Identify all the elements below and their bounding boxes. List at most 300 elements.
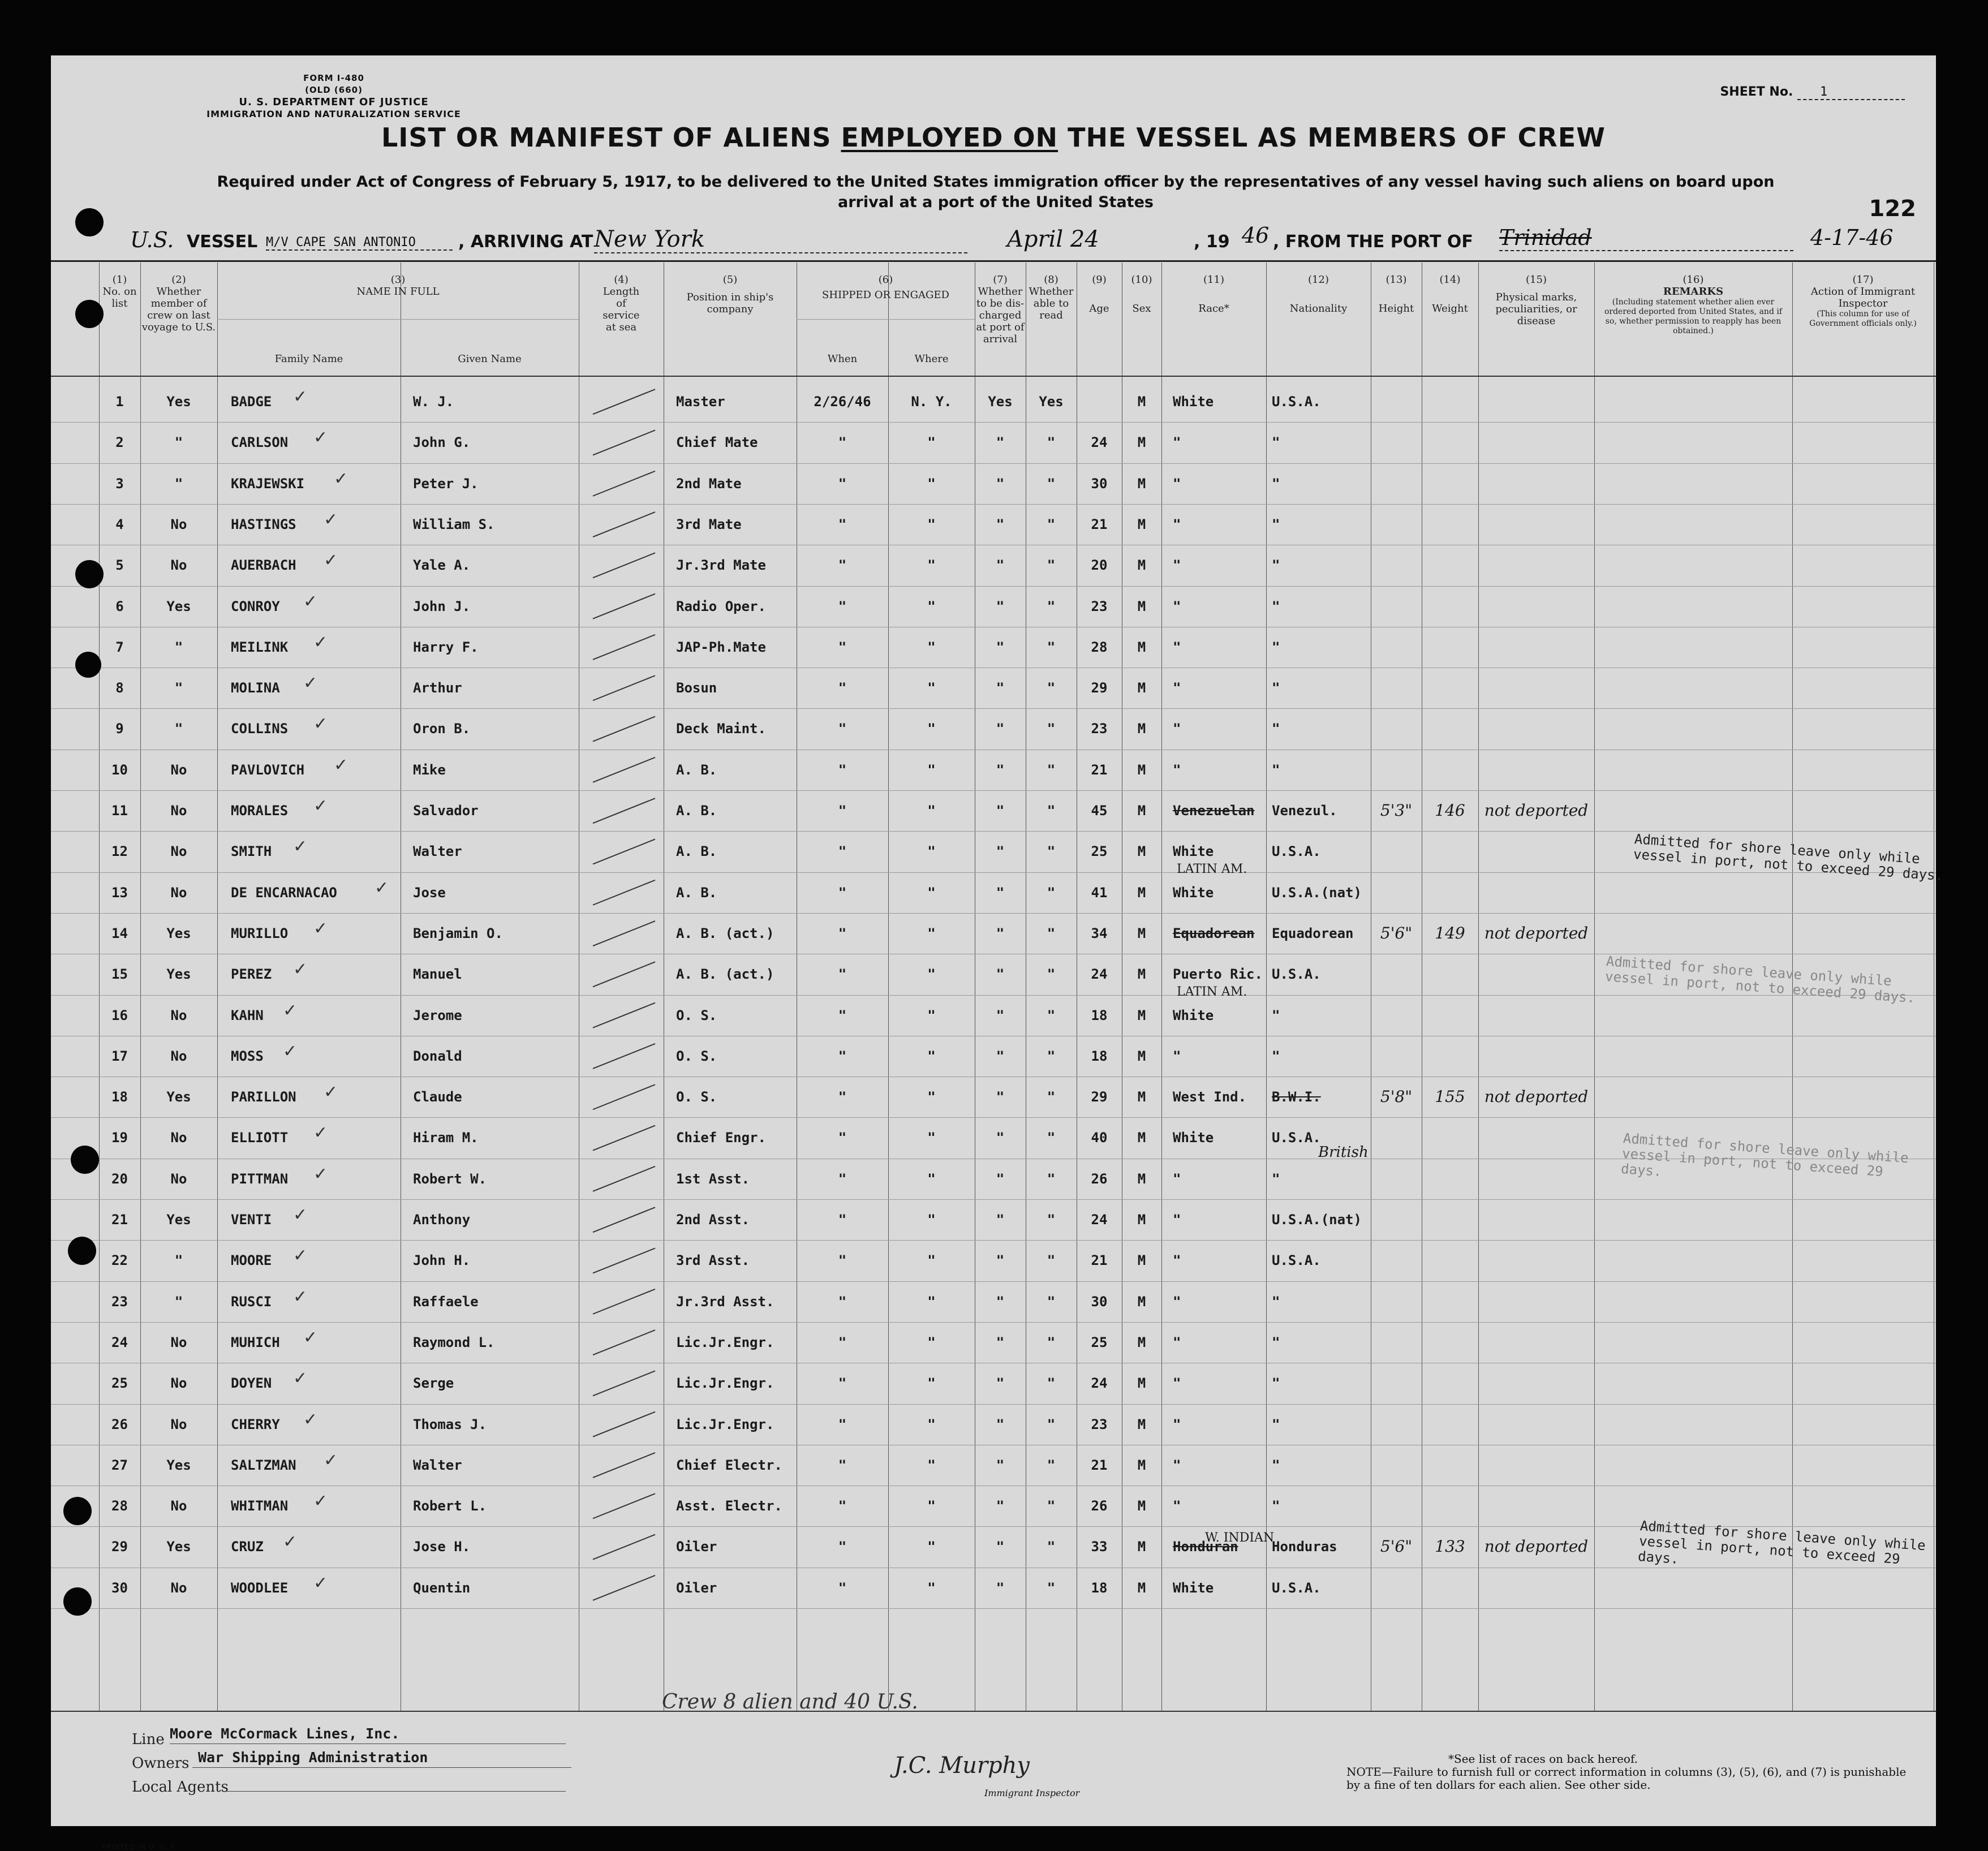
prev-voyage: No: [170, 1334, 187, 1350]
race: ": [1173, 516, 1181, 532]
row-number: 30: [111, 1579, 128, 1596]
physical-marks: [1478, 463, 1594, 504]
position: O. S.: [676, 1007, 717, 1023]
weight: [1422, 954, 1478, 995]
discharged: ": [996, 516, 1005, 532]
service-tick-mark: [593, 1126, 655, 1151]
physical-marks: [1478, 1486, 1594, 1526]
nationality: ": [1272, 557, 1280, 574]
sheet-number-label: SHEET No.: [1720, 85, 1793, 99]
table-row: [51, 1322, 1936, 1363]
race: ": [1173, 1457, 1181, 1473]
age: 24: [1091, 1375, 1108, 1392]
row-number: 6: [115, 598, 124, 614]
prev-voyage: No: [170, 1498, 187, 1514]
nationality: ": [1272, 1375, 1280, 1392]
form-number: FORM I-480: [303, 73, 364, 83]
row-number: 13: [111, 884, 128, 901]
height: [1371, 545, 1422, 586]
col-number: (17): [1852, 274, 1874, 286]
row-number: 12: [111, 843, 128, 860]
table-row: [51, 1281, 1936, 1322]
binder-hole: [63, 1497, 92, 1525]
col-label: Action of Immigrant Inspector: [1810, 286, 1916, 309]
table-row: [51, 750, 1936, 790]
prev-voyage: ": [174, 1252, 183, 1269]
nationality: U.S.A.: [1272, 1130, 1321, 1146]
family-name: MEILINK: [231, 639, 289, 655]
family-name: MURILLO: [231, 925, 289, 941]
col-label: Physical marks, peculiarities, or disease: [1495, 291, 1577, 327]
physical-marks: [1478, 545, 1594, 586]
sheet-number-value: 1: [1797, 85, 1905, 100]
verified-check-icon: ✓: [313, 918, 328, 939]
discharged: ": [996, 1048, 1005, 1064]
col-label: Length of service at sea: [603, 286, 640, 333]
age: 24: [1091, 966, 1108, 983]
table-row: [51, 545, 1936, 586]
prev-voyage: No: [170, 843, 187, 860]
shipped-where: ": [927, 1048, 936, 1064]
col-header-name: [217, 274, 579, 298]
page-number: 122: [1869, 196, 1916, 222]
given-name: Peter J.: [413, 475, 479, 492]
nationality: ": [1272, 680, 1280, 696]
weight: [1422, 1363, 1478, 1404]
able-to-read: ": [1047, 1130, 1056, 1146]
height: 5'6": [1380, 1537, 1413, 1556]
verified-check-icon: ✓: [324, 509, 338, 530]
service-tick-mark: [593, 1575, 655, 1600]
shipped-when: ": [838, 966, 847, 983]
age: 25: [1091, 843, 1108, 860]
owners-label: Owners: [132, 1755, 190, 1772]
age: 34: [1091, 925, 1108, 941]
able-to-read: Yes: [1039, 394, 1064, 410]
verified-check-icon: ✓: [324, 550, 338, 571]
height: [1371, 1322, 1422, 1363]
able-to-read: ": [1047, 434, 1056, 451]
binder-hole: [75, 300, 104, 328]
shipped-when: ": [838, 1498, 847, 1514]
prev-voyage: ": [174, 680, 183, 696]
binder-hole: [75, 208, 104, 236]
position: A. B.: [676, 761, 717, 778]
shipped-when: ": [838, 1579, 847, 1596]
shipped-when: ": [838, 1212, 847, 1228]
shipped-where: ": [927, 1416, 936, 1432]
verified-check-icon: ✓: [375, 877, 389, 898]
weight: [1422, 668, 1478, 708]
family-name: MOSS: [231, 1048, 264, 1064]
physical-marks: [1478, 1199, 1594, 1240]
family-name: PARILLON: [231, 1089, 296, 1105]
shipped-when: ": [838, 1375, 847, 1392]
vessel-label: VESSEL: [187, 232, 258, 252]
row-number: 9: [115, 721, 124, 737]
page-subtitle: Required under Act of Congress of February 5, 1917, to be delivered to the United States immigration officer by the representatives of any vessel having such aliens on board upon arrival at a port of the United States: [217, 173, 1775, 211]
family-name: CRUZ: [231, 1539, 264, 1555]
shipped-when: ": [838, 680, 847, 696]
shipped-where: ": [927, 1007, 936, 1023]
col-number: (4): [614, 274, 629, 286]
table-row: [51, 872, 1936, 913]
discharged: ": [996, 884, 1005, 901]
shipped-when: ": [838, 639, 847, 655]
position: A. B. (act.): [676, 966, 774, 983]
position: Jr.3rd Mate: [676, 557, 766, 574]
shipped-where: ": [927, 475, 936, 492]
col-number: (14): [1439, 274, 1461, 286]
weight: [1422, 1199, 1478, 1240]
footer-rule: [51, 1711, 1936, 1712]
age: 18: [1091, 1048, 1108, 1064]
family-name: PEREZ: [231, 966, 272, 983]
position: Lic.Jr.Engr.: [676, 1375, 774, 1392]
row-number: 19: [111, 1130, 128, 1146]
discharged: ": [996, 639, 1005, 655]
nationality: ": [1272, 639, 1280, 655]
verified-check-icon: ✓: [313, 1573, 328, 1593]
family-name: SALTZMAN: [231, 1457, 296, 1473]
family-name: MOORE: [231, 1252, 272, 1269]
age: 21: [1091, 1457, 1108, 1473]
nationality: Equadorean: [1272, 925, 1354, 941]
age: 28: [1091, 639, 1108, 655]
col-label: Whether member of crew on last voyage to U.S.: [141, 286, 216, 333]
discharged: ": [996, 680, 1005, 696]
verified-check-icon: ✓: [303, 591, 318, 612]
physical-marks: [1478, 872, 1594, 913]
sex: M: [1137, 394, 1146, 410]
sex: M: [1137, 598, 1146, 614]
shipped-where: ": [927, 966, 936, 983]
discharged: ": [996, 761, 1005, 778]
family-name: KAHN: [231, 1007, 264, 1023]
col-label: Position in ship's company: [686, 291, 774, 315]
given-name: Thomas J.: [413, 1416, 487, 1432]
row-number: 20: [111, 1170, 128, 1187]
height: 5'3": [1380, 801, 1413, 820]
nationality: ": [1272, 1334, 1280, 1350]
verified-check-icon: ✓: [324, 1082, 338, 1103]
row-number: 26: [111, 1416, 128, 1432]
sex: M: [1137, 475, 1146, 492]
department-name: U. S. DEPARTMENT OF JUSTICE: [239, 96, 429, 108]
physical-marks: [1478, 954, 1594, 995]
prev-voyage: No: [170, 557, 187, 574]
able-to-read: ": [1047, 1498, 1056, 1514]
position: Chief Engr.: [676, 1130, 766, 1146]
race: White: [1173, 394, 1214, 410]
weight: [1422, 831, 1478, 872]
discharged: ": [996, 434, 1005, 451]
physical-marks: not deported: [1484, 923, 1589, 942]
sex: M: [1137, 1252, 1146, 1269]
row-number: 1: [115, 394, 124, 410]
col-number: (2): [171, 274, 186, 286]
row-number: 8: [115, 680, 124, 696]
given-name: Yale A.: [413, 557, 471, 574]
physical-marks: not deported: [1484, 1087, 1589, 1107]
weight: [1422, 1117, 1478, 1158]
col-header-shipped: [797, 274, 975, 301]
departure-date: 4-17-46: [1810, 225, 1894, 250]
col-header-height: [1371, 274, 1422, 315]
physical-marks: [1478, 995, 1594, 1036]
race: ": [1173, 1212, 1181, 1228]
family-name: PAVLOVICH: [231, 761, 305, 778]
family-name: DOYEN: [231, 1375, 272, 1392]
discharged: ": [996, 1457, 1005, 1473]
service-tick-mark: [593, 1044, 655, 1069]
weight: [1422, 381, 1478, 422]
col-label: NAME IN FULL: [356, 286, 440, 298]
verified-check-icon: ✓: [313, 1164, 328, 1184]
physical-marks: [1478, 1159, 1594, 1199]
shipped-when: ": [838, 434, 847, 451]
family-name: COLLINS: [231, 721, 289, 737]
discharged: ": [996, 843, 1005, 860]
margin-note: U.S.: [130, 227, 174, 252]
prev-voyage: ": [174, 721, 183, 737]
able-to-read: ": [1047, 1252, 1056, 1269]
prev-voyage: No: [170, 761, 187, 778]
prev-voyage: No: [170, 1170, 187, 1187]
nationality: B.W.I.: [1272, 1089, 1321, 1105]
given-name: Arthur: [413, 680, 462, 696]
shipped-where: ": [927, 557, 936, 574]
weight: [1422, 1240, 1478, 1281]
position: Asst. Electr.: [676, 1498, 782, 1514]
nationality: ": [1272, 761, 1280, 778]
sex: M: [1137, 1212, 1146, 1228]
position: 1st Asst.: [676, 1170, 750, 1187]
height: [1371, 995, 1422, 1036]
line-value: Moore McCormack Lines, Inc.: [170, 1725, 566, 1744]
shipped-when: ": [838, 598, 847, 614]
nationality: ": [1272, 721, 1280, 737]
physical-marks: [1478, 1036, 1594, 1077]
arriving-label: , ARRIVING AT: [458, 232, 593, 252]
family-name: PITTMAN: [231, 1170, 289, 1187]
prev-voyage: No: [170, 516, 187, 532]
race: White: [1173, 1579, 1214, 1596]
col-number: (13): [1385, 274, 1407, 286]
shipped-when: ": [838, 1293, 847, 1310]
race: ": [1173, 1334, 1181, 1350]
age: 23: [1091, 1416, 1108, 1432]
shipped-when: ": [838, 843, 847, 860]
sex: M: [1137, 557, 1146, 574]
height: 5'8": [1380, 1087, 1413, 1107]
given-name: W. J.: [413, 394, 454, 410]
weight: [1422, 504, 1478, 545]
sex: M: [1137, 1498, 1146, 1514]
col-header-discharged: [975, 274, 1026, 345]
table-row: [51, 668, 1936, 708]
physical-marks: [1478, 1240, 1594, 1281]
col-number: (5): [722, 274, 738, 286]
nationality: ": [1272, 475, 1280, 492]
col-sub-when: When: [827, 353, 858, 365]
able-to-read: ": [1047, 966, 1056, 983]
verified-check-icon: ✓: [293, 1246, 308, 1266]
family-name: HASTINGS: [231, 516, 296, 532]
year-label: , 19: [1194, 232, 1230, 252]
race: ": [1173, 1416, 1181, 1432]
prev-voyage: ": [174, 1293, 183, 1310]
family-name: MORALES: [231, 803, 289, 819]
race: ": [1173, 1498, 1181, 1514]
age: 21: [1091, 761, 1108, 778]
race: White: [1173, 843, 1214, 860]
race: ": [1173, 1048, 1181, 1064]
family-name: SMITH: [231, 843, 272, 860]
header-bottom-rule: [51, 376, 1936, 377]
able-to-read: ": [1047, 1048, 1056, 1064]
sheet-number: [1720, 85, 1905, 100]
weight: [1422, 545, 1478, 586]
row-number: 15: [111, 966, 128, 983]
shipped-where: ": [927, 1293, 936, 1310]
nationality: U.S.A.: [1272, 1252, 1321, 1269]
row-number: 29: [111, 1539, 128, 1555]
able-to-read: ": [1047, 516, 1056, 532]
sex: M: [1137, 761, 1146, 778]
able-to-read: ": [1047, 557, 1056, 574]
shipped-when: ": [838, 516, 847, 532]
shipped-when: ": [838, 803, 847, 819]
nationality: ": [1272, 516, 1280, 532]
row-number: 4: [115, 516, 124, 532]
height: [1371, 1036, 1422, 1077]
discharged: ": [996, 1498, 1005, 1514]
position: 2nd Asst.: [676, 1212, 750, 1228]
sex: M: [1137, 1539, 1146, 1555]
sex: M: [1137, 1457, 1146, 1473]
table-row: [51, 1199, 1936, 1240]
signature-caption: Immigrant Inspector: [984, 1788, 1080, 1798]
race-annotation: LATIN AM.: [1177, 862, 1247, 876]
races-note: *See list of races on back hereof.: [1448, 1752, 1638, 1766]
height: [1371, 1117, 1422, 1158]
shipped-where: ": [927, 1170, 936, 1187]
printed-in-usa: PRINTED IN U. S. A.: [102, 1843, 178, 1851]
service-tick-mark: [593, 798, 655, 823]
physical-marks: [1478, 504, 1594, 545]
able-to-read: ": [1047, 598, 1056, 614]
row-number: 2: [115, 434, 124, 451]
discharged: ": [996, 1170, 1005, 1187]
given-name: Harry F.: [413, 639, 479, 655]
able-to-read: ": [1047, 1375, 1056, 1392]
owners-value: War Shipping Administration: [192, 1749, 571, 1768]
height: [1371, 1568, 1422, 1608]
service-tick-mark: [593, 1207, 655, 1232]
position: A. B.: [676, 843, 717, 860]
given-name: Quentin: [413, 1579, 471, 1596]
position: A. B.: [676, 884, 717, 901]
service-tick-mark: [593, 1003, 655, 1028]
physical-marks: [1478, 668, 1594, 708]
prev-voyage: Yes: [166, 966, 191, 983]
discharged: ": [996, 966, 1005, 983]
discharged: ": [996, 1007, 1005, 1023]
race: White: [1173, 1130, 1214, 1146]
col-label: Whether able to read: [1029, 286, 1074, 321]
table-row: [51, 422, 1936, 463]
sex: M: [1137, 516, 1146, 532]
table-row: [51, 708, 1936, 749]
height: [1371, 1159, 1422, 1199]
shipped-where: ": [927, 1334, 936, 1350]
sex: M: [1137, 1375, 1146, 1392]
row-number: 21: [111, 1212, 128, 1228]
verified-check-icon: ✓: [313, 428, 328, 448]
race-annotation: W. INDIAN: [1205, 1531, 1275, 1545]
given-name: Claude: [413, 1089, 462, 1105]
col-label: Race*: [1198, 303, 1229, 315]
age: 30: [1091, 475, 1108, 492]
col-label: No. on list: [102, 286, 137, 309]
remark-row-14: Admitted for shore leave only while vessel in port, not to exceed 29 days.: [1604, 953, 1916, 1006]
col-header-marks: [1478, 274, 1594, 327]
sex: M: [1137, 1170, 1146, 1187]
race: ": [1173, 639, 1181, 655]
verified-check-icon: ✓: [293, 959, 308, 980]
binder-hole: [75, 652, 101, 678]
able-to-read: ": [1047, 1539, 1056, 1555]
given-name: William S.: [413, 516, 495, 532]
race: Equadorean: [1173, 925, 1255, 941]
prev-voyage: No: [170, 884, 187, 901]
weight: [1422, 627, 1478, 668]
table-row: [51, 1240, 1936, 1281]
family-name: WOODLEE: [231, 1579, 289, 1596]
physical-marks: [1478, 1363, 1594, 1404]
position: A. B.: [676, 803, 717, 819]
height: [1371, 750, 1422, 790]
able-to-read: ": [1047, 721, 1056, 737]
age: 29: [1091, 1089, 1108, 1105]
col-number: (11): [1203, 274, 1224, 286]
age: 26: [1091, 1170, 1108, 1187]
family-name: CHERRY: [231, 1416, 280, 1432]
service-tick-mark: [593, 962, 655, 987]
row-number: 22: [111, 1252, 128, 1269]
prev-voyage: Yes: [166, 598, 191, 614]
arrival-year: 46: [1242, 223, 1270, 248]
sex: M: [1137, 843, 1146, 860]
row-number: 24: [111, 1334, 128, 1350]
position: Radio Oper.: [676, 598, 766, 614]
discharged: ": [996, 1212, 1005, 1228]
service-tick-mark: [593, 635, 655, 660]
discharged: ": [996, 1130, 1005, 1146]
family-name: RUSCI: [231, 1293, 272, 1310]
service-tick-mark: [593, 921, 655, 946]
family-name: VENTI: [231, 1212, 272, 1228]
height: [1371, 831, 1422, 872]
height: [1371, 1363, 1422, 1404]
row-number: 25: [111, 1375, 128, 1392]
given-name: Robert L.: [413, 1498, 487, 1514]
nationality: ": [1272, 1007, 1280, 1023]
row-number: 17: [111, 1048, 128, 1064]
physical-marks: [1478, 381, 1594, 422]
prev-voyage: No: [170, 1048, 187, 1064]
